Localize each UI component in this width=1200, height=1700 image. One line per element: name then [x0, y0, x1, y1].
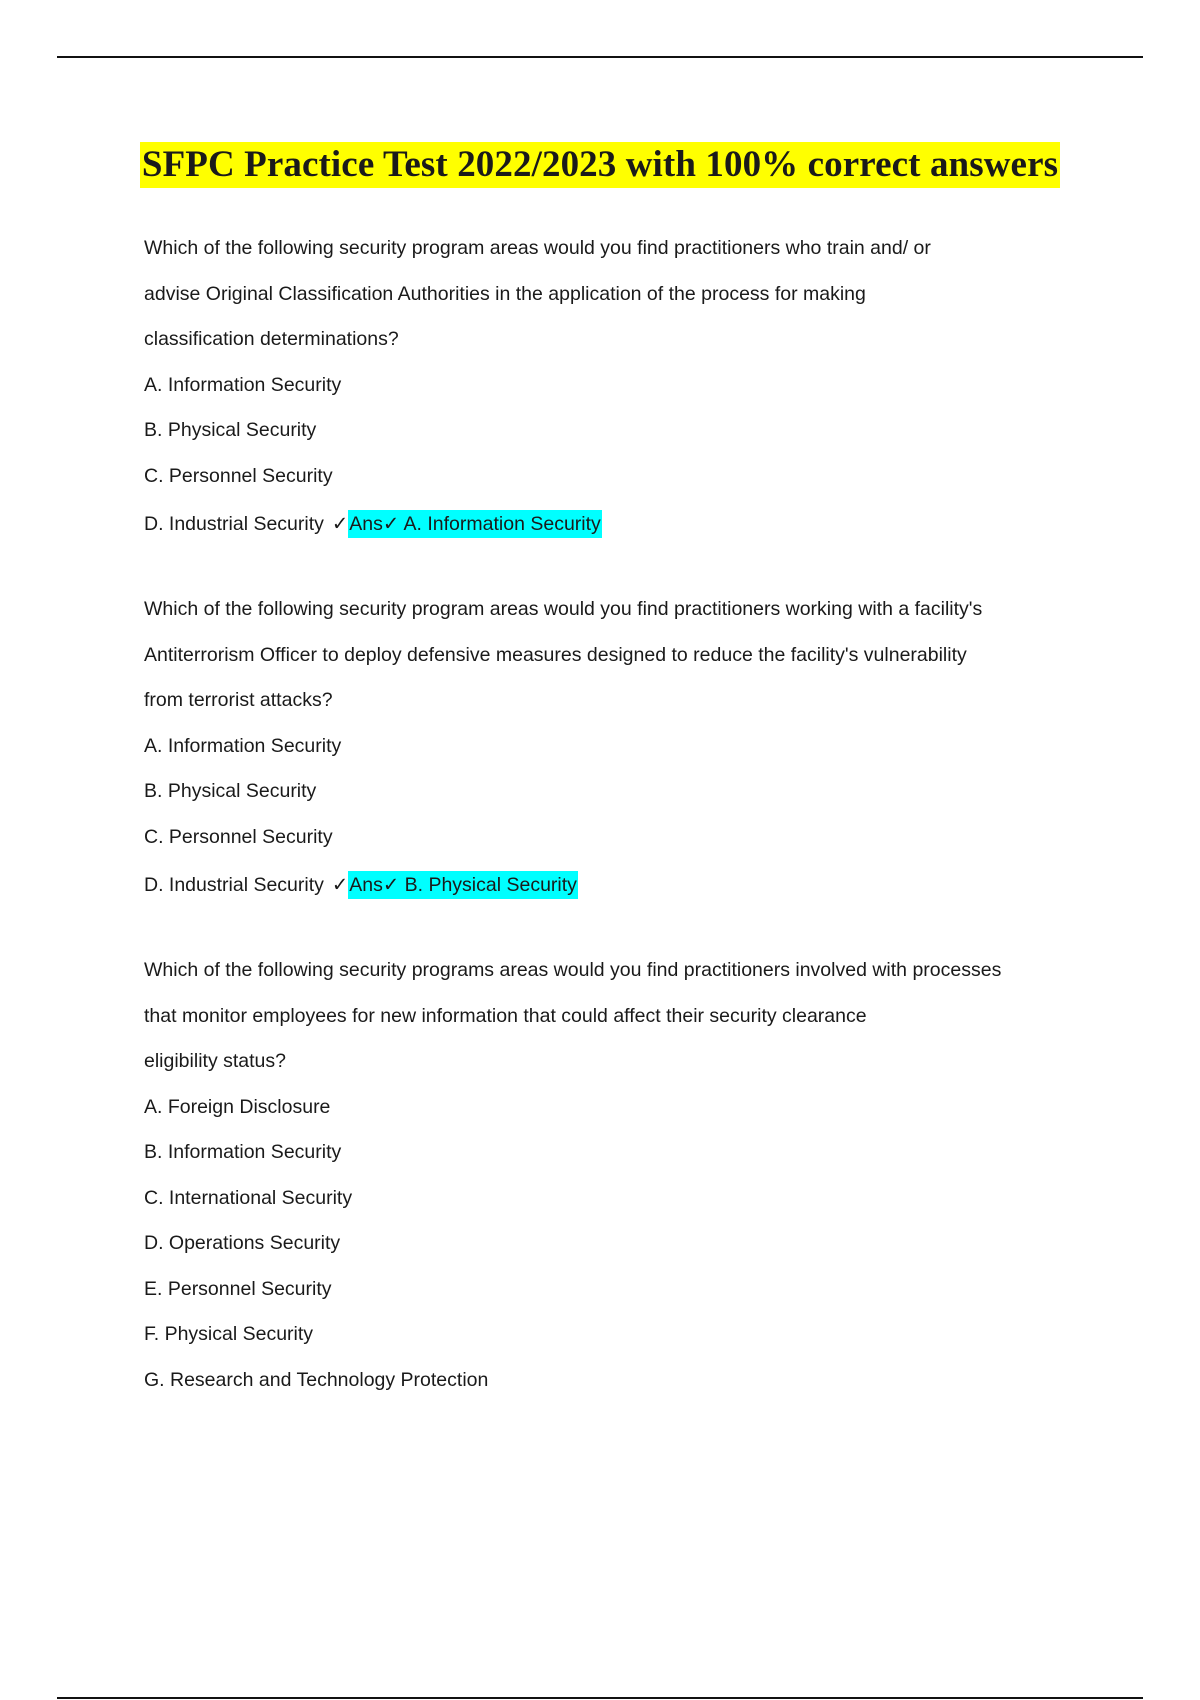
- option-b: B. Physical Security: [144, 419, 317, 441]
- question-1: [144, 226, 1104, 549]
- option-g: G. Research and Technology Protection: [144, 1368, 489, 1391]
- question-text-line: Which of the following security programs areas would you find practitioners involved with processes: [144, 959, 1002, 981]
- option-d-with-answer: [144, 499, 1104, 549]
- option-c: C. Personnel Security: [144, 825, 333, 848]
- question-3: [144, 948, 1104, 1403]
- option-c: C. Personnel Security: [144, 464, 333, 487]
- question-2: [144, 587, 1104, 910]
- check-mark: ✓: [331, 513, 349, 535]
- option-b: B. Information Security: [144, 1141, 342, 1163]
- question-text-line: that monitor employees for new information that could affect their security clearance: [144, 1004, 867, 1027]
- question-text-line: eligibility status?: [144, 1050, 286, 1072]
- document-body: [144, 226, 1104, 1403]
- option-e: E. Personnel Security: [144, 1277, 332, 1300]
- option-d: D. Industrial Security: [144, 513, 324, 535]
- option-d: D. Operations Security: [144, 1232, 341, 1254]
- bottom-rule: [57, 1697, 1143, 1699]
- spacer: [144, 549, 1104, 587]
- document-title: SFPC Practice Test 2022/2023 with 100% correct answers: [140, 142, 1060, 188]
- question-text-line: from terrorist attacks?: [144, 689, 333, 711]
- option-a: A. Information Security: [144, 373, 342, 396]
- top-rule: [57, 56, 1143, 58]
- option-a: A. Information Security: [144, 734, 342, 757]
- question-text-line: Which of the following security program areas would you find practitioners working with a facility's: [144, 598, 983, 620]
- option-d: D. Industrial Security: [144, 874, 324, 896]
- question-text-line: classification determinations?: [144, 328, 399, 350]
- option-d-with-answer: [144, 860, 1104, 910]
- question-text-line: Antiterrorism Officer to deploy defensive measures designed to reduce the facility's vulnerability: [144, 643, 967, 666]
- question-text-line: Which of the following security program areas would you find practitioners who train and/ or: [144, 237, 931, 259]
- option-c: C. International Security: [144, 1186, 353, 1209]
- option-f: F. Physical Security: [144, 1323, 314, 1345]
- question-text-line: advise Original Classification Authorities in the application of the process for making: [144, 282, 866, 305]
- option-b: B. Physical Security: [144, 780, 317, 802]
- check-mark: ✓: [331, 874, 349, 896]
- option-a: A. Foreign Disclosure: [144, 1095, 331, 1118]
- title-container: [0, 142, 1200, 188]
- spacer: [144, 910, 1104, 948]
- answer-highlight: Ans✓ B. Physical Security: [348, 871, 578, 899]
- answer-highlight: Ans✓ A. Information Security: [348, 510, 602, 538]
